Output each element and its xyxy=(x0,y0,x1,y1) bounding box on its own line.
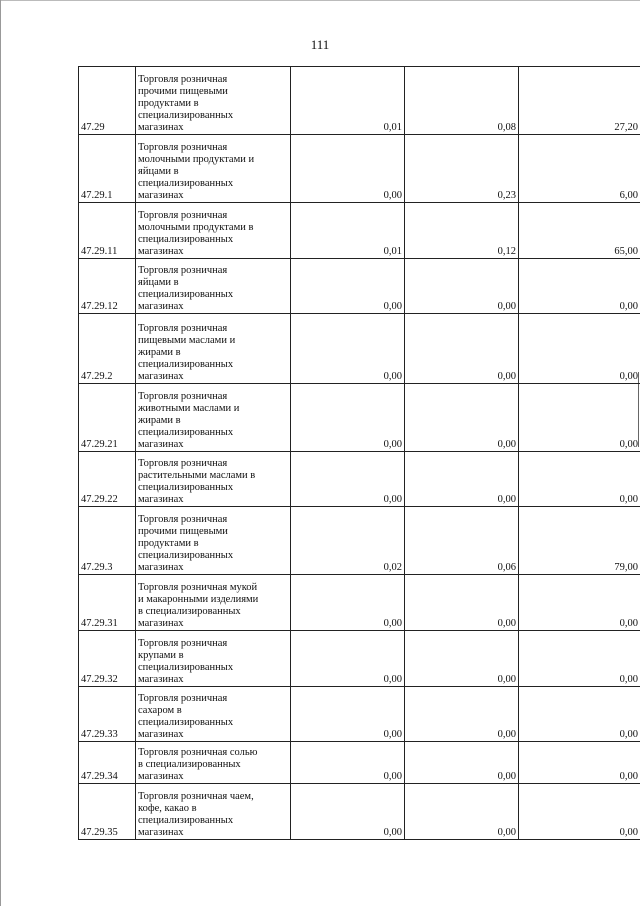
value-2-text: 0,00 xyxy=(497,371,516,382)
activity-name-cell xyxy=(136,784,291,840)
value-3-cell xyxy=(519,631,640,687)
value-2-cell xyxy=(405,452,519,507)
value-3-cell xyxy=(519,67,640,135)
value-2-cell xyxy=(405,631,519,687)
okved-code-cell xyxy=(79,203,136,259)
okved-code-text: 47.29.32 xyxy=(81,674,118,685)
value-3-text: 6,00 xyxy=(619,190,638,201)
activity-name-text: Торговля розничная крупами в специализированных магазинах xyxy=(138,638,234,685)
okved-code-text: 47.29.11 xyxy=(81,246,118,257)
value-3-text: 0,00 xyxy=(619,371,638,382)
value-3-cell xyxy=(519,687,640,742)
value-3-cell xyxy=(519,314,640,384)
activity-name-cell xyxy=(136,631,291,687)
value-1-text: 0,00 xyxy=(383,729,402,740)
value-2-text: 0,08 xyxy=(497,122,516,133)
activity-name-text: Торговля розничная животными маслами и жирами в специализированных магазинах xyxy=(138,391,240,450)
activity-name-text: Торговля розничная мукой и макаронными изделиями в специализированных магазинах xyxy=(138,582,259,629)
okved-code-cell xyxy=(79,67,136,135)
value-3-cell xyxy=(519,452,640,507)
activity-name-cell xyxy=(136,452,291,507)
okved-code-cell xyxy=(79,135,136,203)
value-1-cell xyxy=(291,631,405,687)
value-1-cell xyxy=(291,575,405,631)
okved-code-cell xyxy=(79,687,136,742)
table-row xyxy=(79,67,640,135)
okved-code-cell xyxy=(79,259,136,314)
table-row xyxy=(79,742,640,784)
value-1-cell xyxy=(291,314,405,384)
value-1-cell xyxy=(291,742,405,784)
activity-name-text: Торговля розничная прочими пищевыми продуктами в специализированных магазинах xyxy=(138,74,234,133)
value-1-text: 0,01 xyxy=(383,122,402,133)
activity-name-text: Торговля розничная пищевыми маслами и жирами в специализированных магазинах xyxy=(138,323,236,382)
value-2-cell xyxy=(405,135,519,203)
okved-code-text: 47.29.34 xyxy=(81,771,118,782)
okved-code-cell xyxy=(79,507,136,575)
value-2-cell xyxy=(405,784,519,840)
value-3-cell xyxy=(519,203,640,259)
activity-name-text: Торговля розничная молочными продуктами в специализированных магазинах xyxy=(138,210,254,257)
page-number: 111 xyxy=(310,37,330,52)
table-row xyxy=(79,507,640,575)
activity-name-cell xyxy=(136,575,291,631)
value-1-text: 0,00 xyxy=(383,439,402,450)
table-row xyxy=(79,259,640,314)
value-3-text: 79,00 xyxy=(614,562,638,573)
value-2-cell xyxy=(405,259,519,314)
okved-code-cell xyxy=(79,452,136,507)
activity-name-text: Торговля розничная прочими пищевыми продуктами в специализированных магазинах xyxy=(138,514,234,573)
activity-name-text: Торговля розничная солью в специализированных магазинах xyxy=(138,747,258,782)
value-1-text: 0,00 xyxy=(383,674,402,685)
table-row xyxy=(79,314,640,384)
value-3-text: 65,00 xyxy=(614,246,638,257)
activity-name-text: Торговля розничная сахаром в специализированных магазинах xyxy=(138,693,234,740)
value-3-text: 0,00 xyxy=(619,771,638,782)
value-1-cell xyxy=(291,203,405,259)
value-2-text: 0,06 xyxy=(497,562,516,573)
value-2-text: 0,12 xyxy=(497,246,516,257)
value-3-cell xyxy=(519,259,640,314)
activity-name-cell xyxy=(136,742,291,784)
activity-name-cell xyxy=(136,203,291,259)
value-1-cell xyxy=(291,67,405,135)
value-2-text: 0,00 xyxy=(497,729,516,740)
table-row xyxy=(79,687,640,742)
value-1-text: 0,00 xyxy=(383,494,402,505)
value-1-cell xyxy=(291,784,405,840)
okved-code-cell xyxy=(79,314,136,384)
value-3-cell xyxy=(519,784,640,840)
value-1-text: 0,02 xyxy=(383,562,402,573)
value-2-cell xyxy=(405,687,519,742)
value-2-cell xyxy=(405,507,519,575)
activity-name-cell xyxy=(136,314,291,384)
value-1-text: 0,00 xyxy=(383,771,402,782)
value-3-cell xyxy=(519,575,640,631)
value-1-cell xyxy=(291,452,405,507)
table-row xyxy=(79,631,640,687)
activity-name-text: Торговля розничная яйцами в специализированных магазинах xyxy=(138,265,234,312)
activity-name-cell xyxy=(136,384,291,452)
value-1-text: 0,00 xyxy=(383,190,402,201)
value-1-text: 0,00 xyxy=(383,618,402,629)
value-2-text: 0,23 xyxy=(497,190,516,201)
okved-code-cell xyxy=(79,742,136,784)
table-row xyxy=(79,784,640,840)
data-table xyxy=(78,66,640,840)
value-3-text: 0,00 xyxy=(619,439,638,450)
value-3-text: 0,00 xyxy=(619,827,638,838)
value-2-text: 0,00 xyxy=(497,827,516,838)
value-2-text: 0,00 xyxy=(497,674,516,685)
okved-code-cell xyxy=(79,575,136,631)
okved-code-text: 47.29.3 xyxy=(81,562,113,573)
value-1-cell xyxy=(291,507,405,575)
okved-code-text: 47.29.33 xyxy=(81,729,118,740)
value-1-text: 0,00 xyxy=(383,827,402,838)
table-row xyxy=(79,203,640,259)
value-3-text: 0,00 xyxy=(619,674,638,685)
activity-name-text: Торговля розничная чаем, кофе, какао в специализированных магазинах xyxy=(138,791,254,838)
value-2-cell xyxy=(405,67,519,135)
okved-code-text: 47.29.1 xyxy=(81,190,113,201)
value-2-cell xyxy=(405,314,519,384)
value-2-text: 0,00 xyxy=(497,494,516,505)
value-1-text: 0,00 xyxy=(383,301,402,312)
activity-name-text: Торговля розничная растительными маслами в специализированных магазинах xyxy=(138,458,256,505)
activity-name-cell xyxy=(136,135,291,203)
value-1-text: 0,00 xyxy=(383,371,402,382)
table-row xyxy=(79,135,640,203)
value-2-text: 0,00 xyxy=(497,618,516,629)
okved-code-text: 47.29.12 xyxy=(81,301,118,312)
value-3-text: 27,20 xyxy=(614,122,638,133)
activity-name-cell xyxy=(136,259,291,314)
table-row xyxy=(79,575,640,631)
activity-name-cell xyxy=(136,687,291,742)
okved-code-cell xyxy=(79,784,136,840)
value-3-text: 0,00 xyxy=(619,729,638,740)
value-1-cell xyxy=(291,687,405,742)
table-body xyxy=(79,67,640,840)
value-3-text: 0,00 xyxy=(619,301,638,312)
scan-top-edge xyxy=(0,0,640,1)
value-1-cell xyxy=(291,259,405,314)
value-1-cell xyxy=(291,384,405,452)
activity-name-cell xyxy=(136,67,291,135)
value-2-text: 0,00 xyxy=(497,771,516,782)
okved-code-text: 47.29.22 xyxy=(81,494,118,505)
activity-name-cell xyxy=(136,507,291,575)
activity-name-text: Торговля розничная молочными продуктами и яйцами в специализированных магазинах xyxy=(138,142,255,201)
value-2-cell xyxy=(405,384,519,452)
value-3-text: 0,00 xyxy=(619,618,638,629)
okved-code-text: 47.29.31 xyxy=(81,618,118,629)
value-2-cell xyxy=(405,203,519,259)
value-3-cell xyxy=(519,384,640,452)
okved-code-text: 47.29 xyxy=(81,122,105,133)
okved-code-text: 47.29.35 xyxy=(81,827,118,838)
value-2-text: 0,00 xyxy=(497,301,516,312)
value-3-cell xyxy=(519,135,640,203)
table-row xyxy=(79,452,640,507)
okved-code-text: 47.29.2 xyxy=(81,371,113,382)
scan-left-edge xyxy=(0,0,1,906)
value-3-cell xyxy=(519,742,640,784)
value-3-cell xyxy=(519,507,640,575)
value-2-text: 0,00 xyxy=(497,439,516,450)
okved-code-cell xyxy=(79,384,136,452)
table-row xyxy=(79,384,640,452)
okved-code-cell xyxy=(79,631,136,687)
value-1-cell xyxy=(291,135,405,203)
okved-code-text: 47.29.21 xyxy=(81,439,118,450)
value-3-text: 0,00 xyxy=(619,494,638,505)
value-2-cell xyxy=(405,575,519,631)
value-2-cell xyxy=(405,742,519,784)
value-1-text: 0,01 xyxy=(383,246,402,257)
